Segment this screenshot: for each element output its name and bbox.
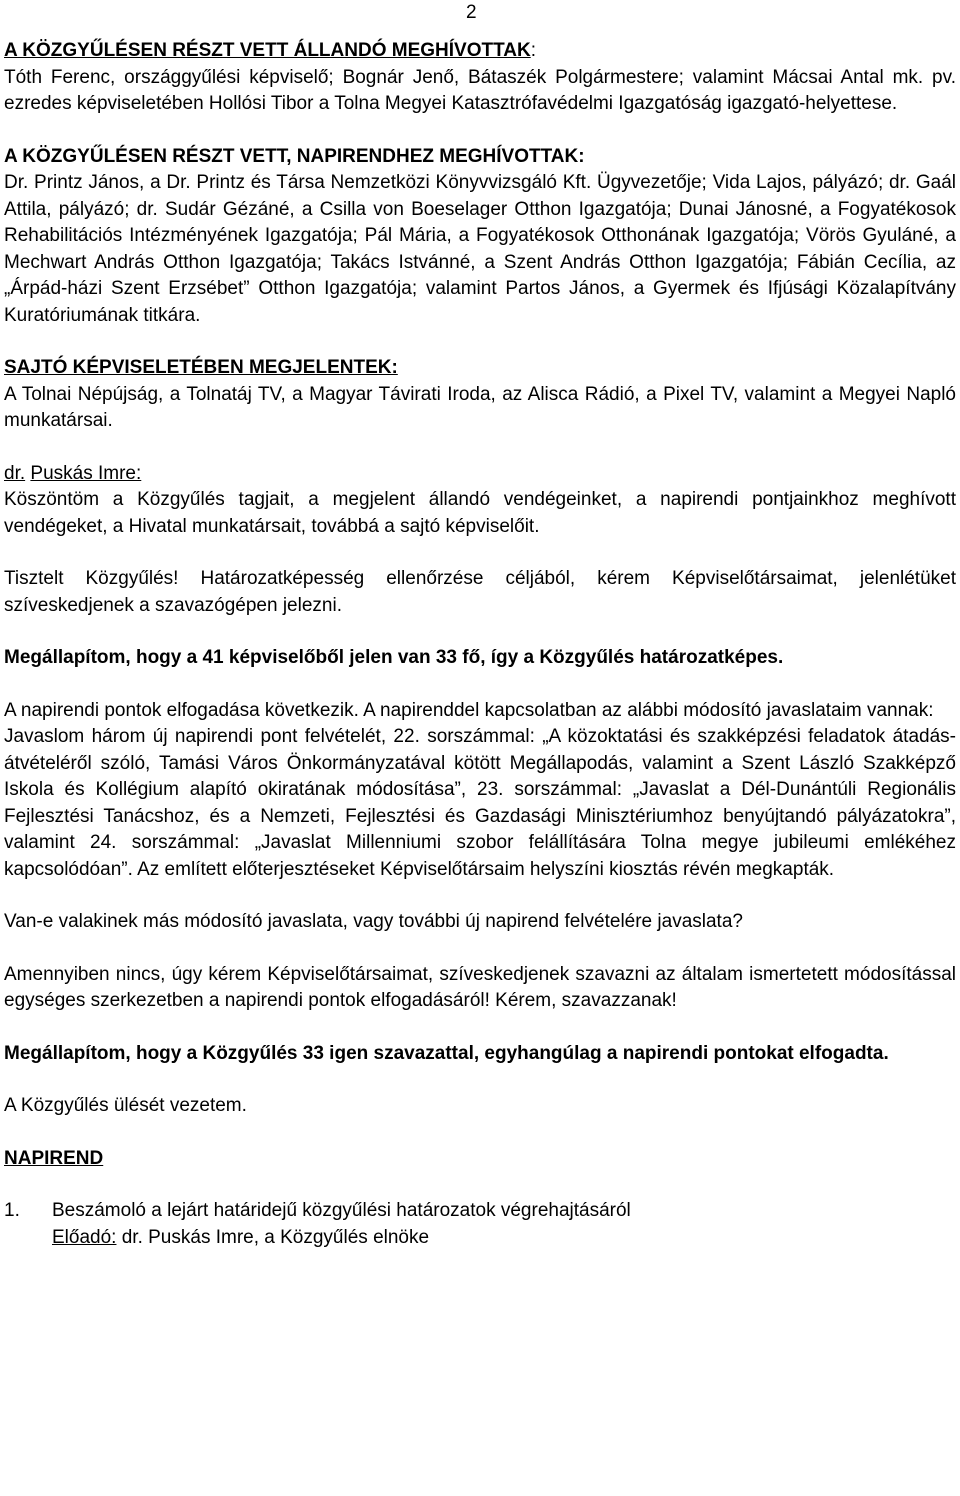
paragraph: A Közgyűlés ülését vezetem.	[4, 1095, 247, 1116]
paragraph: Van-e valakinek más módosító javaslata, vagy további új napirend felvételére javaslata?	[4, 911, 743, 932]
paragraph: Tisztelt Közgyűlés! Határozatképesség ellenőrzése céljából, kérem Képviselőtársaimat, jelenlétüket szíveskedjenek a szavazógépen jelezni.	[4, 568, 956, 616]
section-press	[4, 355, 956, 435]
heading-colon: :	[530, 40, 537, 61]
vote-result-statement: Megállapítom, hogy a Közgyűlés 33 igen szavazattal, egyhangúlag a napirendi pontokat elfogadta.	[4, 1042, 889, 1064]
speaker-prefix: dr.	[4, 462, 26, 484]
paragraph: Köszöntöm a Közgyűlés tagjait, a megjelent állandó vendégeinket, a napirendi pontjainkhoz meghívott vendégeket, a Hivatal munkatársait, továbbá a sajtó képviselőit.	[4, 489, 956, 537]
section-heading: A KÖZGYŰLÉSEN RÉSZT VETT ÁLLANDÓ MEGHÍVOTTAK	[4, 40, 531, 61]
presenter-name: dr. Puskás Imre, a Közgyűlés elnöke	[116, 1226, 430, 1248]
section-heading: SAJTÓ KÉPVISELETÉBEN MEGJELENTEK:	[4, 357, 398, 378]
agenda-heading: NAPIREND	[4, 1147, 104, 1169]
agenda-item-presenter-line	[52, 1225, 956, 1252]
section-agenda-invitees	[4, 144, 956, 330]
page-content	[4, 38, 956, 1251]
speaker-name: Puskás Imre:	[30, 462, 142, 484]
presenter-label: Előadó:	[52, 1226, 117, 1248]
agenda-item-body	[52, 1198, 956, 1251]
section-heading: A KÖZGYŰLÉSEN RÉSZT VETT, NAPIRENDHEZ MEGHÍVOTTAK:	[4, 145, 585, 167]
section-text: A Tolnai Népújság, a Tolnatáj TV, a Magyar Távirati Iroda, az Alisca Rádió, a Pixel TV, valamint a Megyei Napló munkatársai.	[4, 383, 956, 431]
agenda-item-title: Beszámoló a lejárt határidejű közgyűlési határozatok végrehajtásáról	[52, 1200, 631, 1221]
section-text: Tóth Ferenc, országgyűlési képviselő; Bognár Jenő, Bátaszék Polgármestere; valamint Mácsai Antal mk. pv. ezredes képviseletében Hollósi Tibor a Tolna Megyei Katasztrófavédelmi Igazgatóság igazgató-helyettese.	[4, 66, 956, 114]
section-standing-invitees	[4, 38, 956, 118]
quorum-statement: Megállapítom, hogy a 41 képviselőből jelen van 33 fő, így a Közgyűlés határozatképes.	[4, 647, 784, 668]
agenda-item-number: 1.	[4, 1200, 20, 1221]
page-number: 2	[466, 2, 477, 23]
paragraph: Amennyiben nincs, úgy kérem Képviselőtársaimat, szíveskedjenek szavazni az általam ismertetett módosítással egységes szerkezetben a napirendi pontok elfogadásáról! Kérem, szavazzanak!	[4, 963, 956, 1011]
speaker-line	[4, 461, 956, 541]
paragraph-proposal: Javaslom három új napirendi pont felvételét, 22. sorszámmal: „A közoktatási és szakképzési feladatok átadás-átvételéről szóló, Tamási Város Önkormányzatával kötött Megállapodás, valamint a Szent László Szakképző Iskola és Kollégium alapító okiratának módosítása”, 23. sorszámmal: „Javaslat a Dél-Dunántúli Regionális Fejlesztési Tanácshoz, és a Nemzeti, Fejlesztési és Gazdasági Minisztériumhoz benyújtandó pályázatokra”, valamint 24. sorszámmal: „Javaslat Millenniumi szobor felállítására Tolna megye jubileumi emlékéhez kapcsolódóan”. Az említett előterjesztéseket Képviselőtársaim helyszíni kiosztás révén megkapták.	[4, 726, 956, 880]
section-text: Dr. Printz János, a Dr. Printz és Társa Nemzetközi Könyvvizsgáló Kft. Ügyvezetője; Vida Lajos, pályázó; dr. Gaál Attila, pályázó; dr. Sudár Gézáné, a Csilla von Boeselager Otthon Igazgatója; Dunai Jánosné, a Fogyatékosok Rehabilitációs Intézményének Igazgatója; Pál Mária, a Fogyatékosok Otthonának Igazgatója; Vörös Gyuláné, a Mechwart András Otthon Igazgatója; Takács Istvánné, a Szent András Otthon Igazgatója; Fábián Cecília, az „Árpád-házi Szent Erzsébet” Otthon Igazgatója; valamint Partos János, a Gyermek és Ifjúsági Közalapítvány Kuratóriumának titkára.	[4, 172, 956, 326]
agenda-item	[4, 1198, 956, 1251]
agenda-list	[4, 1198, 956, 1251]
paragraph-intro: A napirendi pontok elfogadása következik. A napirenddel kapcsolatban az alábbi módosító javaslataim vannak:	[4, 699, 934, 721]
paragraph	[4, 698, 956, 884]
